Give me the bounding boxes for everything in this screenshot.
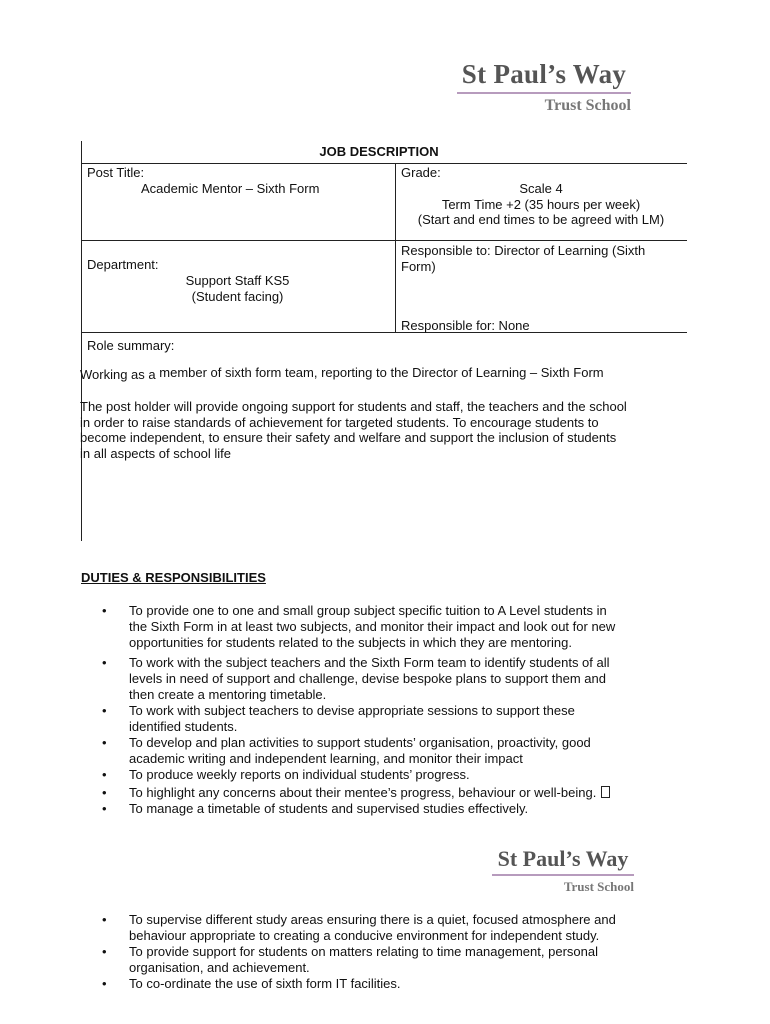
responsible-to-line: Form): [401, 258, 436, 274]
duty-item: [80, 976, 680, 992]
duty-line: To co-ordinate the use of sixth form IT facilities.: [129, 976, 401, 991]
table-rule: [81, 332, 687, 333]
duty-item: [80, 603, 680, 651]
duty-line: behaviour appropriate to creating a conducive environment for independent study.: [129, 928, 600, 943]
duty-line: identified students.: [129, 719, 238, 734]
duty-item: [80, 912, 680, 944]
bullet: •: [102, 703, 107, 718]
grade-values: [401, 181, 681, 228]
responsible-for: Responsible for: None: [401, 318, 530, 333]
table-rule: [81, 163, 687, 164]
duty-line-wrap: [129, 785, 680, 801]
table-left-border: [81, 141, 82, 541]
table-column-divider: [395, 163, 396, 333]
department-values: [150, 273, 325, 305]
school-logo: [492, 846, 634, 895]
logo-name: St Paul’s Way: [461, 59, 627, 89]
duty-line: To produce weekly reports on individual students’ progress.: [129, 767, 470, 782]
role-summary-para-line: in all aspects of school life: [80, 445, 232, 461]
duty-line: levels in need of support and challenge, devise bespoke plans to support them and: [129, 671, 606, 686]
duty-line: organisation, and achievement.: [129, 960, 310, 975]
duties-title: DUTIES & RESPONSIBILITIES: [81, 570, 266, 585]
grade-line: Scale 4: [519, 181, 563, 196]
grade-line: Term Time +2 (35 hours per week): [441, 196, 641, 212]
logo-rule: [492, 874, 634, 876]
bullet: •: [102, 655, 107, 670]
responsible-to: [401, 243, 645, 274]
duty-item: [80, 655, 680, 703]
grade-line: (Start and end times to be agreed with LM): [417, 212, 665, 227]
department-line: Support Staff KS5: [185, 273, 290, 288]
post-title-label: Post Title:: [87, 165, 145, 180]
role-summary-paragraph: [80, 399, 627, 461]
logo-rule: [457, 92, 631, 94]
duty-line: To provide one to one and small group subject specific tuition to A Level students in: [129, 603, 607, 618]
duty-item: [80, 703, 680, 735]
role-summary-line: [80, 365, 604, 380]
duty-item: [80, 767, 680, 783]
duty-line: To highlight any concerns about their mentee’s progress, behaviour or well-being.: [129, 785, 597, 800]
duty-line: the Sixth Form in at least two subjects, and monitor their impact and look out for new: [129, 619, 616, 634]
table-rule: [81, 240, 687, 241]
duty-line: To develop and plan activities to support students’ organisation, proactivity, good: [129, 735, 591, 750]
role-summary-prefix: Working as a: [80, 367, 156, 382]
bullet: •: [102, 767, 107, 782]
missing-glyph-box: [601, 786, 610, 798]
duty-line: opportunities for students related to the subjects in which they are mentoring.: [129, 635, 572, 650]
post-title-value: Academic Mentor – Sixth Form: [141, 181, 320, 196]
role-summary-para-line: The post holder will provide ongoing support for students and staff, the teachers and the school: [80, 399, 627, 414]
role-summary-rest: member of sixth form team, reporting to the Director of Learning – Sixth Form: [159, 365, 604, 380]
duty-line: academic writing and independent learning, and monitor their impact: [129, 751, 523, 766]
logo-name: St Paul’s Way: [497, 846, 629, 871]
bullet: •: [102, 801, 107, 816]
logo-subtitle: Trust School: [544, 97, 631, 114]
duties-list-page1: [80, 603, 680, 817]
bullet: •: [102, 976, 107, 991]
duty-line: then create a mentoring timetable.: [129, 687, 327, 702]
duty-line: To provide support for students on matters relating to time management, personal: [129, 944, 598, 959]
department-label: Department:: [87, 257, 159, 272]
duty-item: [80, 944, 680, 976]
logo-subtitle: Trust School: [563, 879, 634, 894]
duty-item: [80, 801, 680, 817]
duty-item: [80, 735, 680, 767]
bullet: •: [102, 735, 107, 750]
duty-line: To work with subject teachers to devise appropriate sessions to support these: [129, 703, 575, 718]
job-description-title: JOB DESCRIPTION: [319, 144, 439, 159]
duty-line: To work with the subject teachers and the Sixth Form team to identify students of all: [129, 655, 610, 670]
role-summary-para-line: in order to raise standards of achievement for targeted students. To encourage students to: [80, 414, 599, 430]
bullet: •: [102, 912, 107, 927]
bullet: •: [102, 785, 107, 800]
role-summary-para-line: become independent, to ensure their safety and welfare and support the inclusion of students: [80, 430, 617, 445]
department-line: (Student facing): [191, 289, 284, 304]
duties-list-page2: [80, 912, 680, 992]
role-summary-label: Role summary:: [87, 338, 175, 353]
duty-item: [80, 785, 680, 801]
responsible-to-line: Responsible to: Director of Learning (Sixth: [401, 243, 646, 258]
grade-label: Grade:: [401, 165, 441, 180]
school-logo: [457, 58, 631, 115]
duty-line: To supervise different study areas ensuring there is a quiet, focused atmosphere and: [129, 912, 616, 927]
duty-line: To manage a timetable of students and supervised studies effectively.: [129, 801, 529, 816]
bullet: •: [102, 944, 107, 959]
bullet: •: [102, 603, 107, 618]
